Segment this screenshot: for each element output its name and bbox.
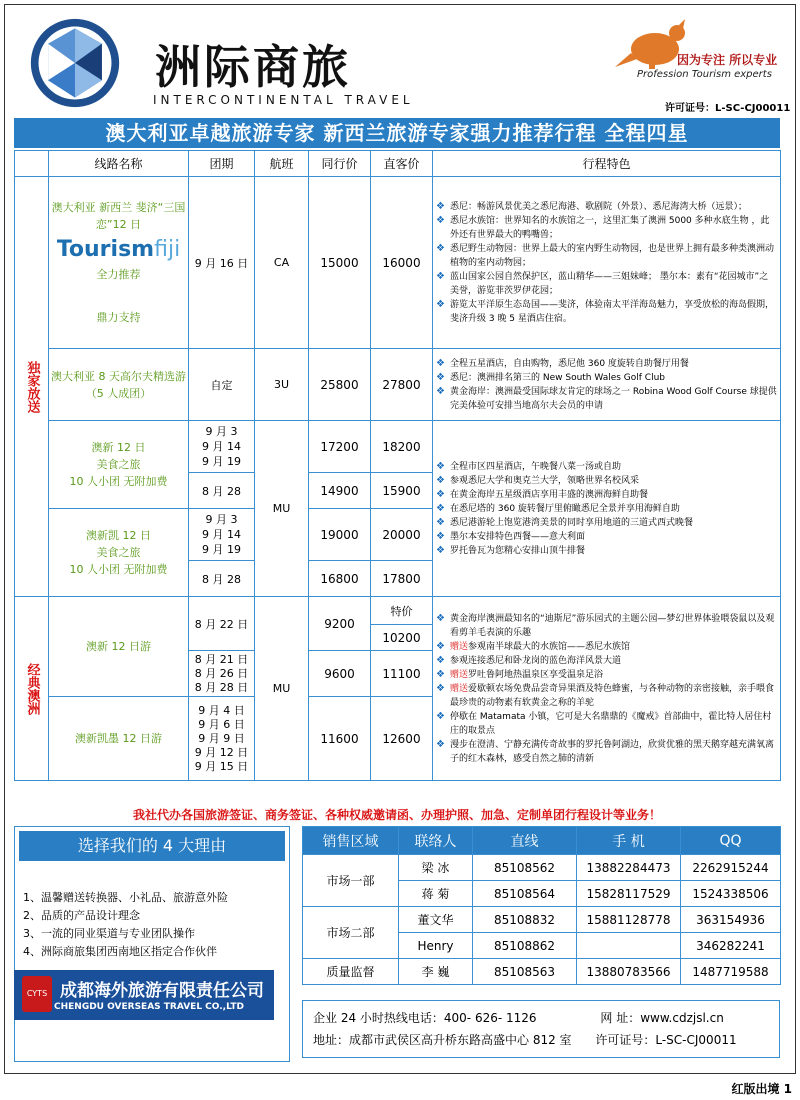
contact-line: 85108562 [473, 855, 577, 881]
feature-item: ❖ 游览太平洋原生态岛国——斐济，体验南太平洋海岛魅力，享受放松的海岛假期，斐济升级 3 晚 5 星酒店住宿。 [436, 298, 777, 326]
reasons-panel [14, 826, 290, 1062]
route-name: 澳大利亚 8 天高尔夫精选游（5 人成团） [49, 349, 189, 421]
company-banner [14, 970, 274, 1020]
direct-price-cell: 27800 [371, 349, 433, 421]
feature-item: ❖ 悉尼：畅游风景优美之悉尼海港、歌剧院（外景）、悉尼海湾大桥（远景）； [436, 200, 777, 214]
hotline-label: 企业 24 小时热线电话： [313, 1011, 444, 1025]
feature-text: 罗吐鲁阿地热温泉区享受温泉足浴 [468, 669, 604, 680]
peer-price-cell: 15000 [309, 177, 371, 349]
flight-cell: MU [255, 597, 309, 781]
web-label: 网 址： [600, 1011, 641, 1025]
features-cell [433, 421, 781, 597]
contact-qq: 2262915244 [681, 855, 781, 881]
contact-qq: 1487719588 [681, 959, 781, 985]
hotline-line [313, 1007, 769, 1029]
flight-cell: 3U [255, 349, 309, 421]
feature-text: 黄金海岸澳洲最知名的“迪斯尼”游乐园式的主题公园—梦幻世界体验喂袋鼠以及观看剪羊毛表演的乐趣 [450, 613, 775, 638]
slogan-en: Profession Tourism experts [637, 69, 772, 80]
itinerary-table [14, 150, 781, 781]
website-link[interactable]: www.cdzjsl.cn [640, 1011, 724, 1025]
feature-item [436, 612, 777, 640]
region-cell: 市场一部 [303, 855, 399, 907]
date-cell: 9 月 16 日 [189, 177, 255, 349]
peer-price-cell: 25800 [309, 349, 371, 421]
feature-item: ❖ 全程五星酒店，自由购物，悉尼他 360 度旋转自助餐厅用餐 [436, 357, 777, 371]
list-item: 1、温馨赠送转换器、小礼品、旅游意外险 [23, 891, 228, 904]
feature-item: ❖ 墨尔本安排特色西餐——意大利面 [436, 530, 777, 544]
table-row [303, 959, 781, 985]
peer-price-cell: 9600 [309, 651, 371, 697]
section-label-classic: 经典澳洲 [15, 597, 49, 781]
table-row [15, 349, 781, 421]
tourism-fiji-logo [49, 237, 188, 262]
date-cell: 自定 [189, 349, 255, 421]
contact-name: 李 巍 [399, 959, 473, 985]
feature-item [436, 710, 777, 738]
hotline-box [302, 1000, 780, 1058]
date-cell: 8 月 22 日 [189, 597, 255, 651]
route-name: 澳新 12 日游 [49, 597, 189, 697]
header-peer-price: 同行价 [309, 151, 371, 177]
date-cell: 8 月 28 [189, 473, 255, 509]
feature-item [436, 640, 777, 654]
company-logo: CYTS [22, 976, 52, 1012]
flight-cell: CA [255, 177, 309, 349]
region-cell: 市场二部 [303, 907, 399, 959]
slogan: 因为专注 所以专业 [677, 53, 778, 67]
peer-price-cell: 16800 [309, 561, 371, 597]
feature-text: 参观南半球最大的水族馆——悉尼水族馆 [468, 641, 631, 652]
address: 地址：成都市武侯区高升桥东路高盛中心 812 室 [313, 1033, 572, 1047]
license-number: 许可证号：L-SC-CJ00011 [665, 103, 791, 114]
company-name-en: CHENGDU OVERSEAS TRAVEL CO.,LTD [54, 1002, 244, 1012]
contact-name: 梁 冰 [399, 855, 473, 881]
contact-name: 董文华 [399, 907, 473, 933]
feature-item: ❖ 全程市区四星酒店，午晚餐八菜一汤或自助 [436, 460, 777, 474]
contact-header-row [303, 827, 781, 855]
features-cell [433, 597, 781, 781]
feature-item [436, 738, 777, 766]
feature-text: 漫步在澄清、宁静充满传奇故事的罗托鲁阿湖边，欣赏优雅的黑天鹅穿越充满氧离子的红木森林，感受自然之肺的清新 [450, 739, 775, 764]
date-cell: 8 月 28 [189, 561, 255, 597]
peer-price-cell: 19000 [309, 509, 371, 561]
direct-price-cell: 10200 [371, 625, 433, 651]
address-line [313, 1029, 769, 1051]
feature-item: ❖ 悉尼港游轮上饱览港湾美景的同时享用地道的三道式西式晚餐 [436, 516, 777, 530]
company-name: 成都海外旅游有限责任公司 [60, 981, 264, 1001]
promo-line-1: 全力推荐 [96, 268, 141, 281]
feature-item: ❖ 蓝山国家公园自然保护区，蓝山精华——三姐妹峰； 墨尔本：素有“花园城市”之美誉，游览菲茨罗伊花园； [436, 270, 777, 298]
feature-item: ❖ 罗托鲁瓦为您精心安排山顶牛排餐 [436, 544, 777, 558]
gift-tag: 赠送 [450, 669, 469, 680]
feature-item: ❖ 悉尼水族馆：世界知名的水族馆之一，这里汇集了澳洲 5000 多种水底生物 ，此外还有世界最大的鸭嘴兽； [436, 214, 777, 242]
contact-mobile: 13880783566 [577, 959, 681, 985]
header-mobile: 手 机 [577, 827, 681, 855]
header-features: 行程特色 [433, 151, 781, 177]
route-name: 澳新凯墨 12 日游 [49, 697, 189, 781]
brand-name: 洲际商旅 [155, 40, 351, 94]
contact-mobile: 15828117529 [577, 881, 681, 907]
header-line: 直线 [473, 827, 577, 855]
direct-price-cell: 12600 [371, 697, 433, 781]
direct-price-cell: 16000 [371, 177, 433, 349]
header-contact: 联络人 [399, 827, 473, 855]
table-row [15, 177, 781, 349]
contact-mobile: 13882284473 [577, 855, 681, 881]
brand-name-en: INTERCONTINENTAL TRAVEL [153, 93, 414, 107]
features-cell [433, 177, 781, 349]
special-price-label: 特价 [371, 597, 433, 625]
feature-item: ❖ 参观悉尼大学和奥克兰大学，领略世界名校风采 [436, 474, 777, 488]
contact-mobile: 15881128778 [577, 907, 681, 933]
contact-qq: 346282241 [681, 933, 781, 959]
license-number: 许可证号：L-SC-CJ00011 [595, 1033, 737, 1047]
direct-price-cell: 18200 [371, 421, 433, 473]
feature-item: ❖ 黄金海岸：澳洲最受国际球友肯定的球场之一 Robina Wood Golf Course 球提供完美体验可安排当地高尔夫会员的申请 [436, 385, 777, 413]
header-region: 销售区域 [303, 827, 399, 855]
direct-price-cell: 20000 [371, 509, 433, 561]
contact-name: Henry [399, 933, 473, 959]
gift-tag: 赠送 [450, 683, 469, 694]
route-name: 澳新凯 12 日 美食之旅 10 人小团 无附加费 [49, 509, 189, 597]
peer-price-cell: 11600 [309, 697, 371, 781]
table-row [303, 855, 781, 881]
peer-price-cell: 14900 [309, 473, 371, 509]
feature-item: ❖ 在黄金海岸五星级酒店享用丰盛的澳洲海鲜自助餐 [436, 488, 777, 502]
contact-line: 85108862 [473, 933, 577, 959]
header-qq: QQ [681, 827, 781, 855]
footer-label: 红版出境 1 [731, 1082, 792, 1096]
feature-item: ❖ 悉尼野生动物园：世界上最大的室内野生动物园，也是世界上拥有最多种类澳洲动植物的室内动物园； [436, 242, 777, 270]
peer-price-cell: 9200 [309, 597, 371, 651]
route-cell [49, 177, 189, 349]
list-item: 4、洲际商旅集团西南地区指定合作伙伴 [23, 945, 217, 958]
feature-text: 参观连接悉尼和卧龙岗的蓝色海洋风景大道 [450, 655, 622, 666]
region-cell: 质量监督 [303, 959, 399, 985]
date-cell: 9 月 4 日 9 月 6 日 9 月 9 日 9 月 12 日 9 月 15 日 [189, 697, 255, 781]
reasons-title: 选择我们的 4 大理由 [19, 831, 285, 861]
table-row [15, 597, 781, 625]
diamond-logo-icon [27, 15, 123, 111]
feature-text: 爱歇顿农场免费品尝奇异果酒及特色蜂蜜，与各种动物的亲密接触，亲手喂食最珍贵的动物素有软黄金之称的羊驼 [450, 683, 775, 708]
services-note: 我社代办各国旅游签证、商务签证、各种权威邀请函、办理护照、加急、定制单团行程设计等业务！ [132, 808, 661, 822]
direct-price-cell: 17800 [371, 561, 433, 597]
contact-mobile [577, 933, 681, 959]
header-route: 线路名称 [49, 151, 189, 177]
contact-qq: 1524338506 [681, 881, 781, 907]
hotline-number: 400- 626- 1126 [443, 1011, 537, 1025]
contact-line: 85108832 [473, 907, 577, 933]
contact-line: 85108563 [473, 959, 577, 985]
table-row [303, 907, 781, 933]
contact-line: 85108564 [473, 881, 577, 907]
table-row [15, 421, 781, 473]
date-cell: 9 月 3 9 月 14 9 月 19 [189, 509, 255, 561]
date-cell: 8 月 21 日 8 月 26 日 8 月 28 日 [189, 651, 255, 697]
list-item: 2、品质的产品设计理念 [23, 909, 140, 922]
table-header-row [15, 151, 781, 177]
header [5, 5, 797, 123]
reasons-list [23, 889, 228, 961]
feature-item [436, 668, 777, 682]
contact-name: 蒋 菊 [399, 881, 473, 907]
header-direct-price: 直客价 [371, 151, 433, 177]
section-label-exclusive: 独家放送 [15, 177, 49, 597]
logo-text-b: fiji [154, 237, 181, 262]
promo-line-2: 鼎力支持 [96, 311, 141, 324]
corner-cell [15, 151, 49, 177]
direct-price-cell: 15900 [371, 473, 433, 509]
date-cell: 9 月 3 9 月 14 9 月 19 [189, 421, 255, 473]
direct-price-cell: 11100 [371, 651, 433, 697]
header-flight: 航班 [255, 151, 309, 177]
feature-item [436, 654, 777, 668]
logo-text-a: Tourism [56, 237, 155, 262]
header-date: 团期 [189, 151, 255, 177]
gift-tag: 赠送 [450, 641, 469, 652]
flight-cell: MU [255, 421, 309, 597]
contact-table [302, 826, 781, 985]
list-item: 3、一流的同业渠道与专业团队操作 [23, 927, 195, 940]
peer-price-cell: 17200 [309, 421, 371, 473]
title-banner: 澳大利亚卓越旅游专家 新西兰旅游专家强力推荐行程 全程四星 [14, 118, 780, 148]
features-cell [433, 349, 781, 421]
feature-item: ❖ 悉尼：澳洲排名第三的 New South Wales Golf Club [436, 371, 777, 385]
route-name: 澳大利亚 新西兰 斐济“三国恋”12 日 [51, 201, 186, 231]
route-name: 澳新 12 日 美食之旅 10 人小团 无附加费 [49, 421, 189, 509]
feature-text: 停歇在 Matamata 小镇，它可是大名鼎鼎的《魔戒》首部曲中，霍比特人居住村庄的取景点 [450, 711, 772, 736]
contact-qq: 363154936 [681, 907, 781, 933]
feature-item: ❖ 在悉尼塔的 360 旋转餐厅里俯瞰悉尼全景并享用海鲜自助 [436, 502, 777, 516]
feature-item [436, 682, 777, 710]
